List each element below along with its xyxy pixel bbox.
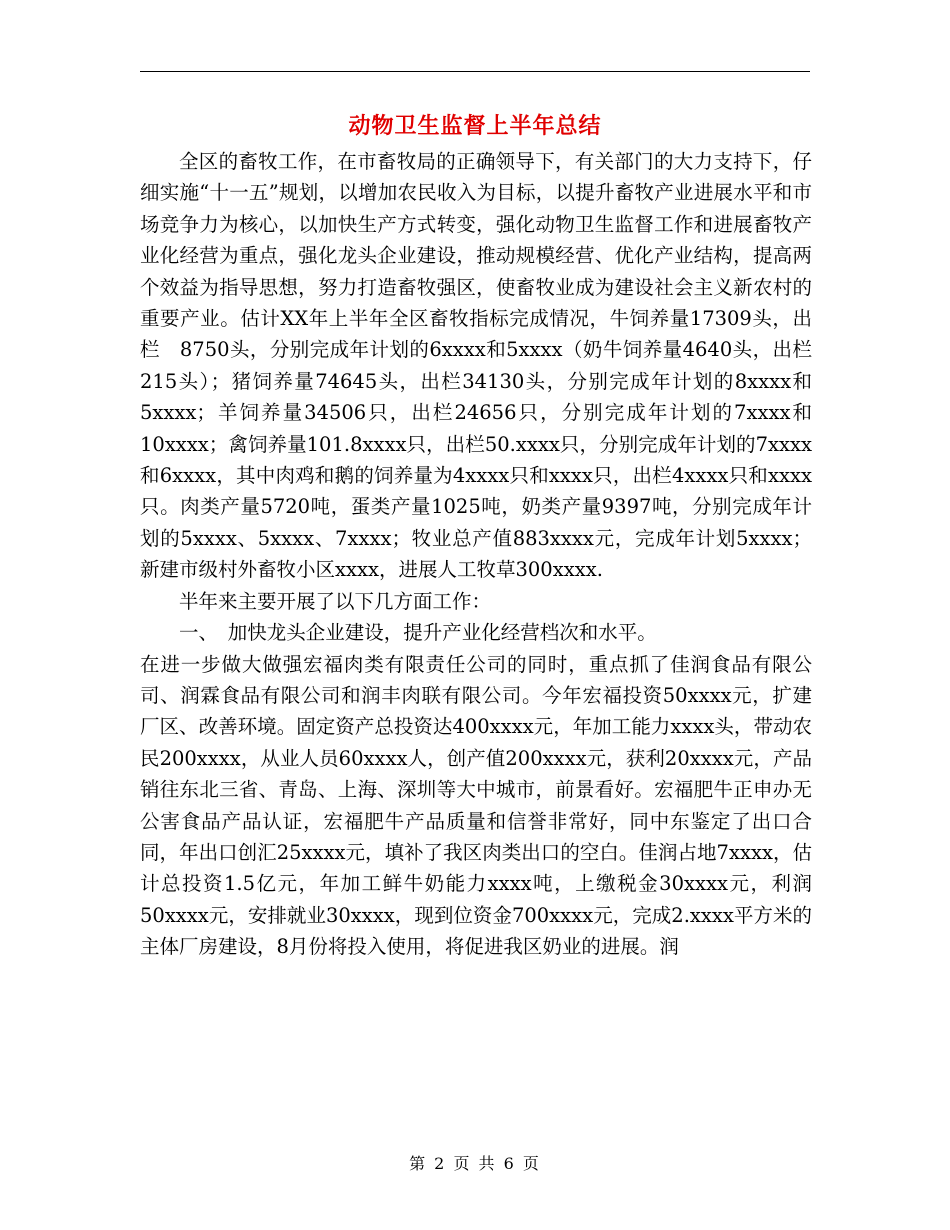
page-footer bbox=[140, 1152, 810, 1176]
page-number-label: 第 2 页 共 6 页 bbox=[409, 1154, 541, 1173]
section-heading-1: 一、 加快龙头企业建设，提升产业化经营档次和水平。 bbox=[179, 621, 657, 645]
document-body bbox=[140, 146, 832, 963]
body-paragraph-summary: 全区的畜牧工作，在市畜牧局的正确领导下，有关部门的大力支持下，仔细实施“十一五”规划，以增加农民收入为目标，以提升畜牧产业进展水平和市场竞争力为核心，以加快生产方式转变，强化动物卫生监督工作和进展畜牧产业化经营为重点，强化龙头企业建设，推动规模经营、优化产业结构，提高两个效益为指导思想，努力打造畜牧强区，使畜牧业成为建设社会主义新农村的重要产业。估计XX年上半年全区畜牧指标完成情况，牛饲养量17309头，出栏 8750头，分别完成年计划的6xxxx和5xxxx（奶牛饲养量4640头，出栏 215头）；猪饲养量74645头，出栏34130头，分别完成年计划的8xxxx和5xxxx；羊饲养量34506只，出栏24656只，分别完成年计划的7xxxx和10xxxx；禽饲养量101.8xxxx只，出栏50.xxxx只，分别完成年计划的7xxxx和6xxxx，其中肉鸡和鹅的饲养量为4xxxx只和xxxx只，出栏4xxxx只和xxxx只。肉类产量5720吨，蛋类产量1025吨，奶类产量9397吨，分别完成年计划的5xxxx、5xxxx、7xxxx；牧业总产值883xxxx元，完成年计划5xxxx；新建市级村外畜牧小区xxxx，进展人工牧草300xxxx. bbox=[140, 150, 832, 582]
body-paragraph-enterprises: 在进一步做大做强宏福肉类有限责任公司的同时，重点抓了佳润食品有限公司、润霖食品有限公司和润丰肉联有限公司。今年宏福投资50xxxx元，扩建厂区、改善环境。固定资产总投资达400xxxx元，年加工能力xxxx头，带动农民200xxxx，从业人员60xxxx人，创产值200xxxx元，获利20xxxx元，产品销往东北三省、青岛、上海、深圳等大中城市，前景看好。宏福肥牛正申办无公害食品产品认证，宏福肥牛产品质量和信誉非常好，同中东鉴定了出口合同，年出口创汇25xxxx元，填补了我区肉类出口的空白。佳润占地7xxxx，估计总投资1.5亿元，年加工鲜牛奶能力xxxx吨，上缴税金30xxxx元，利润50xxxx元，安排就业30xxxx，现到位资金700xxxx元，完成2.xxxx平方米的主体厂房建设，8月份将投入使用，将促进我区奶业的进展。润 bbox=[140, 652, 812, 959]
header-rule bbox=[140, 71, 810, 72]
body-paragraph-intro: 半年来主要开展了以下几方面工作： bbox=[179, 589, 492, 613]
document-title: 动物卫生监督上半年总结 bbox=[348, 113, 602, 139]
